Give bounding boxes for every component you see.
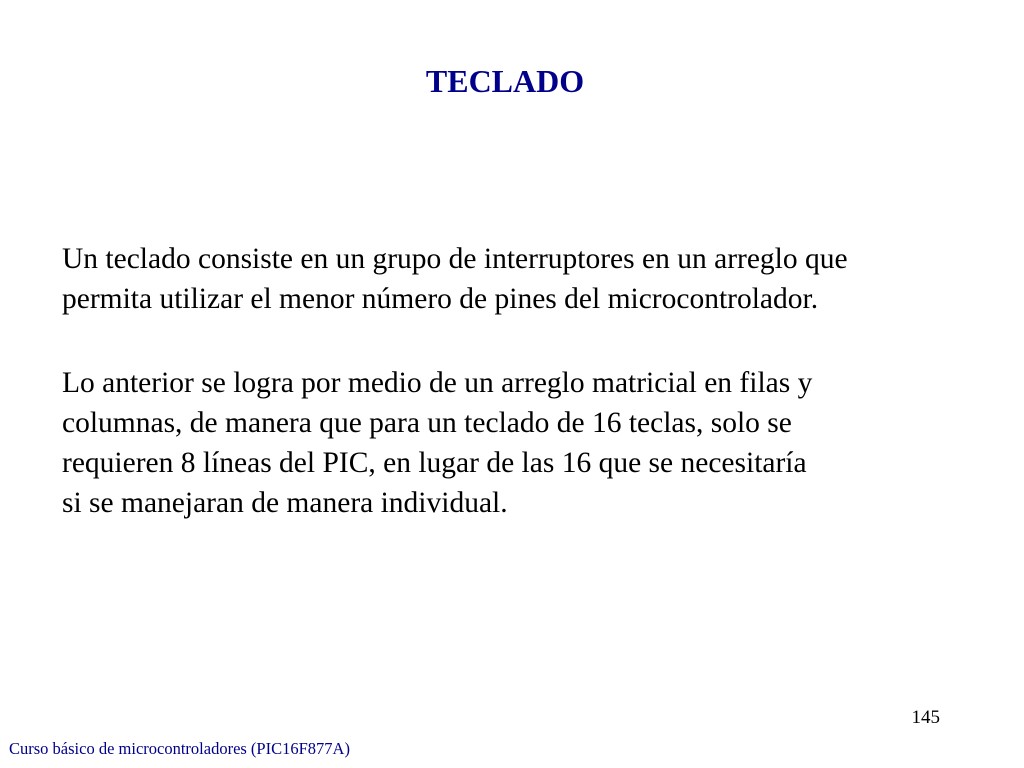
paragraph-line: Un teclado consiste en un grupo de interruptores en un arreglo que (62, 243, 848, 275)
slide-title: TECLADO (425, 63, 585, 99)
paragraph-keyboard-definition (62, 239, 1002, 319)
paragraph-line: permita utilizar el menor número de pines del microcontrolador. (62, 283, 819, 315)
paragraph-matrix-explanation (62, 363, 1002, 523)
paragraph-line: si se manejaran de manera individual. (62, 487, 508, 519)
page-number: 145 (911, 707, 940, 728)
paragraph-line: columnas, de manera que para un teclado de 16 teclas, solo se (62, 407, 792, 439)
course-footer: Curso básico de microcontroladores (PIC16F877A) (9, 739, 350, 758)
paragraph-line: requieren 8 líneas del PIC, en lugar de las 16 que se necesitaría (62, 447, 807, 479)
paragraph-line: Lo anterior se logra por medio de un arreglo matricial en filas y (62, 367, 813, 399)
